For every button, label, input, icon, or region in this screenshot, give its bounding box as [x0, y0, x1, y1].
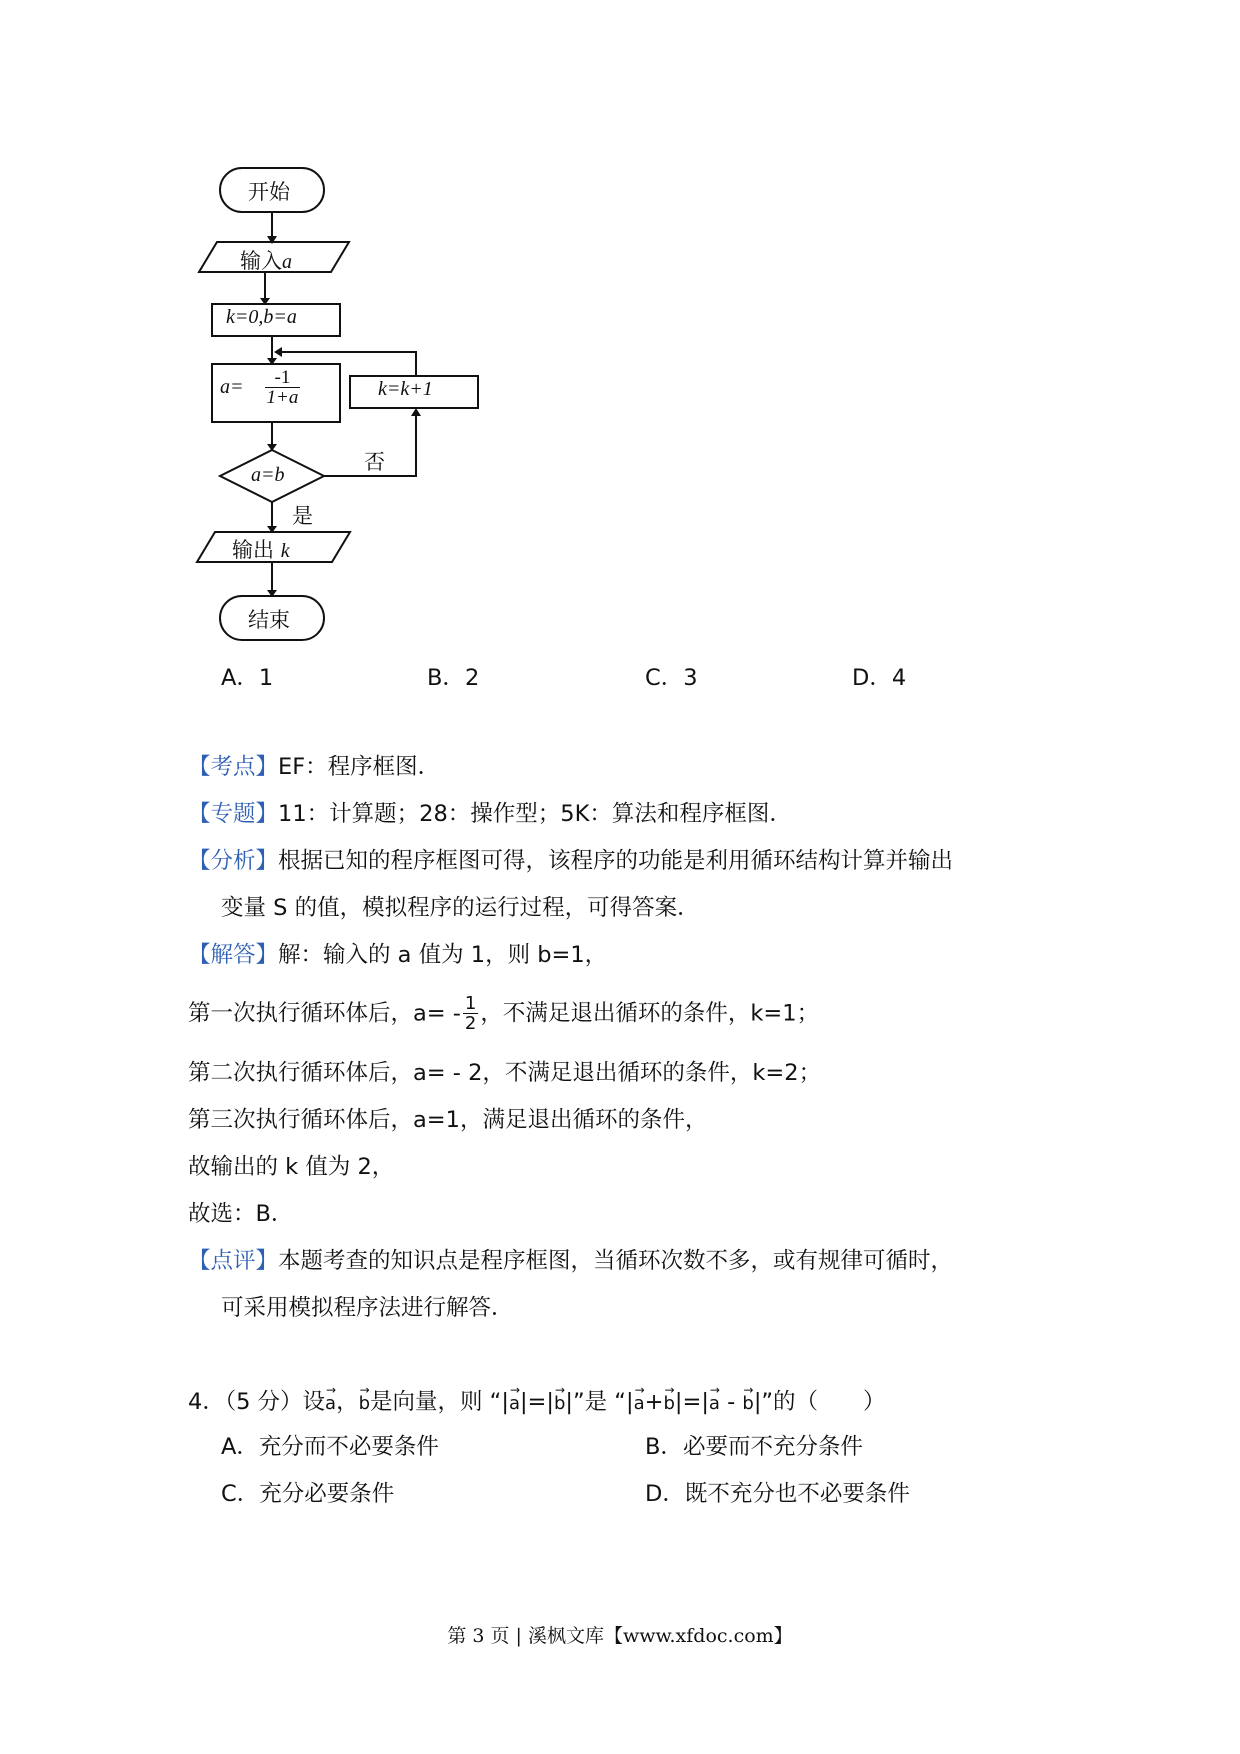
zhuanti-line: 【专题】11：计算题；28：操作型；5K：算法和程序框图． [188, 801, 792, 827]
fenxi-line-1: 【分析】根据已知的程序框图可得，该程序的功能是利用循环结构计算并输出 [188, 848, 954, 874]
zhuanti-tag: 【专题】 [188, 801, 279, 827]
q3-option-c: C．3 [645, 665, 698, 691]
q3-option-b: B．2 [427, 665, 480, 691]
step-4-line: 故输出的 k 值为 2， [188, 1154, 395, 1180]
dianping-tag: 【点评】 [188, 1248, 279, 1274]
q4-option-d: D．既不充分也不必要条件 [645, 1481, 910, 1507]
vec-a-2: → a [509, 1385, 520, 1419]
step-3-line: 第三次执行循环体后，a=1，满足退出循环的条件， [188, 1107, 708, 1133]
dianping-line-2: 可采用模拟程序法进行解答． [221, 1295, 514, 1321]
condition-label: a=b [251, 464, 285, 486]
assign-numerator: -1 [265, 368, 301, 388]
q4-option-b: B．必要而不充分条件 [645, 1434, 863, 1460]
vec-b-2: → b [554, 1385, 565, 1419]
kaodian-line: 【考点】EF：程序框图． [188, 754, 441, 780]
step-1-line: 第一次执行循环体后，a= - $\frac{1}{2}$ ，不满足退出循环的条件，k=1； [188, 993, 820, 1034]
start-label: 开始 [248, 180, 290, 204]
q4-stem: 4．（5 分）设→ a，→ b是向量，则 “|→ a|=|→ b|”是 “|→ a+→ b|=|→ a - → b|”的（ ） [188, 1385, 886, 1419]
assign-denominator: 1+a [266, 387, 299, 408]
q3-option-d: D．4 [852, 665, 907, 691]
no-label: 否 [364, 450, 385, 474]
step-2-line: 第二次执行循环体后，a= - 2，不满足退出循环的条件，k=2； [188, 1060, 822, 1086]
vec-b-3: → b [663, 1385, 674, 1419]
vec-a-1: → a [325, 1385, 336, 1419]
input-var: a [282, 251, 292, 273]
assign-label [220, 368, 302, 407]
assign-lhs: a= [220, 376, 244, 398]
end-label: 结束 [248, 608, 290, 632]
q4-option-c: C．充分必要条件 [221, 1481, 395, 1507]
vec-b-4: → b [742, 1385, 753, 1419]
vec-a-3: → a [634, 1385, 645, 1419]
assign-fraction [265, 368, 301, 407]
q3-option-a: A．1 [221, 665, 274, 691]
vec-a-4: → a [709, 1385, 720, 1419]
increment-label: k=k+1 [378, 378, 433, 400]
fenxi-tag: 【分析】 [188, 848, 279, 874]
input-label: 输入a [240, 249, 292, 273]
q4-option-a: A．充分而不必要条件 [221, 1434, 439, 1460]
yes-label: 是 [292, 504, 313, 528]
output-var: k [280, 540, 290, 562]
output-label: 输出 k [232, 538, 290, 562]
jieda-tag: 【解答】 [188, 942, 279, 968]
fenxi-line-2: 变量 S 的值，模拟程序的运行过程，可得答案． [221, 895, 700, 921]
page-footer: 第 3 页 | 溪枫文库【www.xfdoc.com】 [447, 1625, 793, 1647]
step-1-fraction: $\frac{1}{2}$ [464, 993, 477, 1034]
kaodian-tag: 【考点】 [188, 754, 279, 780]
jieda-line: 【解答】解：输入的 a 值为 1，则 b=1， [188, 942, 608, 968]
dianping-line-1: 【点评】本题考查的知识点是程序框图，当循环次数不多，或有规律可循时， [188, 1248, 954, 1274]
init-label: k=0,b=a [226, 306, 297, 328]
choice-line: 故选：B． [188, 1201, 294, 1227]
vec-b-1: → b [359, 1385, 370, 1419]
